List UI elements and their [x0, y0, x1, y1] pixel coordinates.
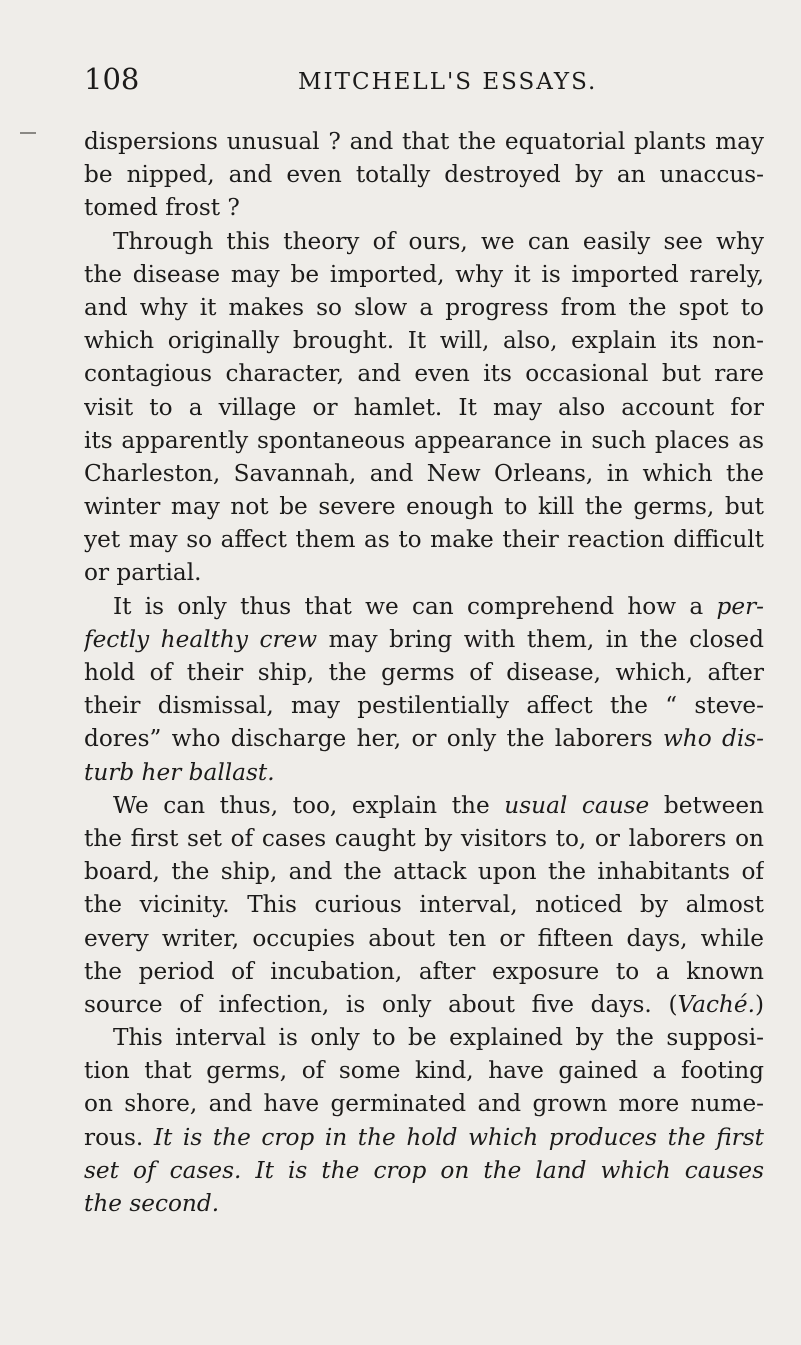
text-run: dores” who discharge her, or only the laborers	[84, 725, 663, 753]
text-line: its apparently spontaneous appearance in such places as	[84, 426, 764, 454]
italic-run: usual cause	[504, 791, 650, 819]
text-line: Charleston, Savannah, and New Orleans, in which the	[84, 459, 764, 487]
running-head: MITCHELL'S ESSAYS.	[298, 69, 598, 95]
italic-run: who dis-	[662, 725, 764, 753]
margin-mark	[20, 132, 36, 134]
text-line: the vicinity. This curious interval, noticed by almost	[84, 891, 764, 919]
text-run: rous.	[84, 1123, 154, 1151]
text-line: tion that germs, of some kind, have gained a footing	[84, 1057, 764, 1085]
text-line: on shore, and have germinated and grown more nume-	[84, 1090, 764, 1118]
text-line: visit to a village or hamlet. It may also account for	[84, 393, 764, 421]
text-run: source of infection, is only about five days. (	[84, 990, 678, 1018]
text-line	[84, 722, 764, 755]
italic-run: fectly healthy crew	[84, 625, 318, 653]
text-run: It is only thus that we can comprehend how a	[113, 592, 717, 620]
text-line	[84, 988, 764, 1021]
text-line	[84, 1121, 764, 1154]
italic-run: turb her ballast.	[84, 758, 275, 786]
italic-run: the second.	[84, 1190, 220, 1217]
text-line: hold of their ship, the germs of disease, which, after	[84, 659, 764, 686]
text-line	[84, 590, 764, 623]
text-line: Through this theory of ours, we can easily see why	[113, 227, 764, 255]
italic-run: It is the crop in the hold which produces the first	[153, 1123, 764, 1151]
text-line	[84, 1187, 764, 1220]
text-line: the disease may be imported, why it is imported rarely,	[84, 260, 764, 288]
text-line	[84, 789, 764, 822]
text-line	[84, 756, 764, 789]
page-header	[84, 62, 764, 102]
text-run: We can thus, too, explain the	[113, 791, 505, 819]
text-line: the first set of cases caught by visitors to, or laborers on	[84, 824, 764, 852]
text-line: dispersions unusual ? and that the equatorial plants may	[84, 128, 764, 155]
text-run: may bring with them, in the closed	[317, 625, 764, 653]
text-line: every writer, occupies about ten or fifteen days, while	[84, 924, 764, 952]
italic-run: per-	[716, 592, 764, 620]
text-line: or partial.	[84, 559, 202, 587]
text-line: This interval is only to be explained by the supposi-	[113, 1024, 764, 1052]
text-line: contagious character, and even its occasional but rare	[84, 360, 764, 388]
text-line: and why it makes so slow a progress from the spot to	[84, 293, 764, 321]
text-line: winter may not be severe enough to kill the germs, but	[84, 493, 764, 521]
text-line: yet may so affect them as to make their reaction difficult	[84, 526, 764, 554]
text-line: tomed frost ?	[84, 194, 240, 222]
italic-run: set of cases. It is the crop on the land which causes	[84, 1156, 764, 1184]
italic-run: Vaché.	[677, 990, 755, 1018]
text-run: )	[754, 990, 764, 1018]
text-line: board, the ship, and the attack upon the inhabitants of	[84, 858, 764, 886]
text-line	[84, 1154, 764, 1187]
text-line: the period of incubation, after exposure to a known	[84, 957, 764, 985]
text-line	[84, 623, 764, 656]
text-line: be nipped, and even totally destroyed by an unaccus-	[84, 161, 764, 189]
body-text	[84, 125, 764, 1220]
text-line: which originally brought. It will, also, explain its non-	[84, 327, 764, 355]
page-number: 108	[84, 62, 140, 96]
text-line: their dismissal, may pestilentially affect the “ steve-	[84, 692, 764, 720]
text-run: between	[649, 791, 764, 819]
